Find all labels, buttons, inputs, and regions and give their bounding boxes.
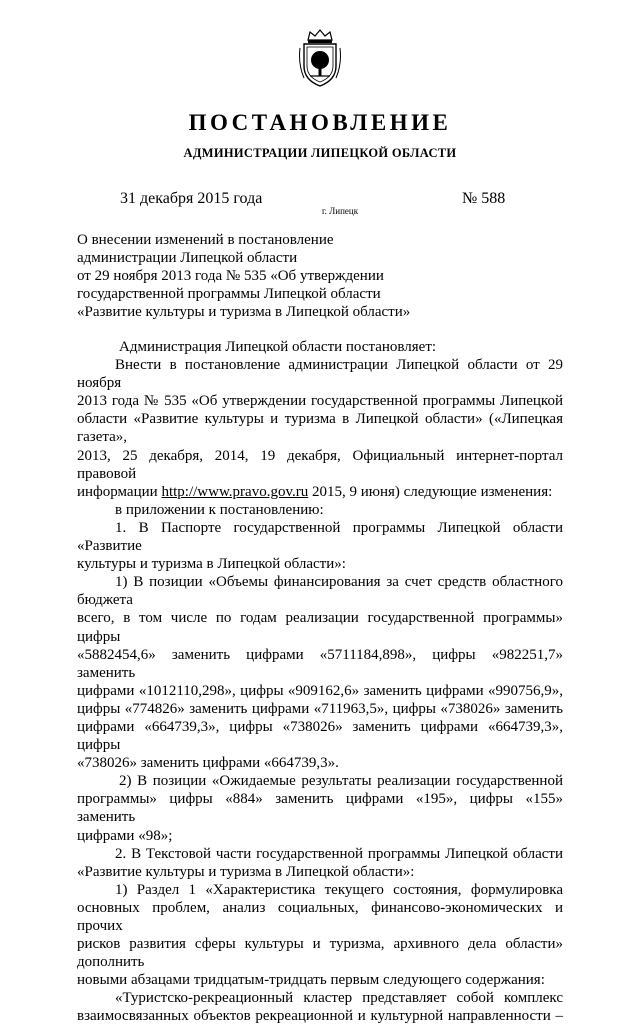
document-subtitle: АДМИНИСТРАЦИИ ЛИПЕЦКОЙ ОБЛАСТИ [183, 146, 457, 160]
text-line: цифрами «664739,3», цифры «738026» заменить цифрами «664739,3», цифры [77, 718, 563, 754]
subject-line: от 29 ноября 2013 года № 535 «Об утверждении [77, 268, 384, 284]
text-line: области «Развитие культуры и туризма в Липецкой области» («Липецкая газета», [77, 411, 563, 446]
text-line: «738026» заменить цифрами «664739,3». [77, 755, 339, 772]
paragraph-item-2 [77, 772, 563, 844]
paragraph-section-1 [77, 519, 563, 573]
text-line [77, 483, 563, 501]
coat-of-arms-icon [298, 28, 342, 90]
text-line: цифрами «98»; [77, 827, 173, 844]
text-line: 2. В Текстовой части государственной программы Липецкой области [115, 845, 563, 862]
text-line: всего, в том числе по годам реализации государственной программы» цифры [77, 610, 563, 645]
text-line: цифрами «1012110,298», цифры «909162,6» заменить цифрами «990756,9», [77, 682, 563, 699]
text-line: цифры «774826» заменить цифрами «711963,5», цифры «738026» заменить [77, 700, 563, 717]
text-line: «Туристско-рекреационный кластер представляет собой комплекс [115, 990, 563, 1007]
text-line: 1) Раздел 1 «Характеристика текущего состояния, формулировка [115, 881, 563, 898]
text-line: основных проблем, анализ социальных, финансово-экономических и прочих [77, 899, 563, 934]
subject-line: «Развитие культуры и туризма в Липецкой области» [77, 304, 411, 320]
subject-line: О внесении изменений в постановление [77, 232, 334, 248]
document-subject [77, 231, 410, 321]
paragraph-resolves: Администрация Липецкой области постановляет: [119, 339, 437, 355]
text-line: рисков развития сферы культуры и туризма, архивного дела области» дополнить [77, 936, 563, 971]
text-line: Внести в постановление администрации Липецкой области от 29 ноября [77, 357, 563, 392]
subject-line: администрации Липецкой области [77, 250, 298, 266]
text-line: новыми абзацами тридцатым-тридцать первым следующего содержания: [77, 972, 545, 989]
text-line: 2013, 25 декабря, 2014, 19 декабря, Официальный интернет-портал правовой [77, 447, 563, 482]
text-line: взаимосвязанных объектов рекреационной и культурной направленности – [77, 1008, 563, 1025]
text-line: 1) В позиции «Объемы финансирования за счет средств областного бюджета [77, 574, 563, 609]
text-fragment: 2015, 9 июня) следующие изменения: [308, 483, 553, 500]
document-title: ПОСТАНОВЛЕНИЕ [188, 110, 452, 135]
text-line: 1. В Паспорте государственной программы Липецкой области «Развитие [77, 519, 563, 555]
text-line: 2) В позиции «Ожидаемые результаты реализации государственной [119, 773, 563, 790]
paragraph-section-2 [77, 845, 563, 881]
subject-line: государственной программы Липецкой области [77, 286, 381, 302]
paragraph-item-1 [77, 573, 563, 772]
paragraph-quote [77, 989, 563, 1025]
text-line: «5882454,6» заменить цифрами «5711184,898», цифры «982251,7» заменить [77, 646, 563, 681]
text-line: «Развитие культуры и туризма в Липецкой области»: [77, 863, 415, 880]
document-body [77, 338, 563, 1026]
paragraph-amendment [77, 356, 563, 501]
document-number: № 588 [462, 190, 506, 207]
paragraph-section-1-addition [77, 881, 563, 990]
text-fragment: информации [77, 483, 162, 500]
paragraph-appendix: в приложении к постановлению: [115, 501, 324, 518]
document-date: 31 декабря 2015 года [120, 190, 263, 207]
pravo-link[interactable]: http://www.pravo.gov.ru [161, 483, 309, 500]
text-line: культуры и туризма в Липецкой области»: [77, 556, 346, 573]
text-line: 2013 года № 535 «Об утверждении государственной программы Липецкой [77, 393, 563, 410]
document-city: г. Липецк [322, 206, 359, 216]
text-line: программы» цифры «884» заменить цифрами «195», цифры «155» заменить [77, 791, 563, 826]
